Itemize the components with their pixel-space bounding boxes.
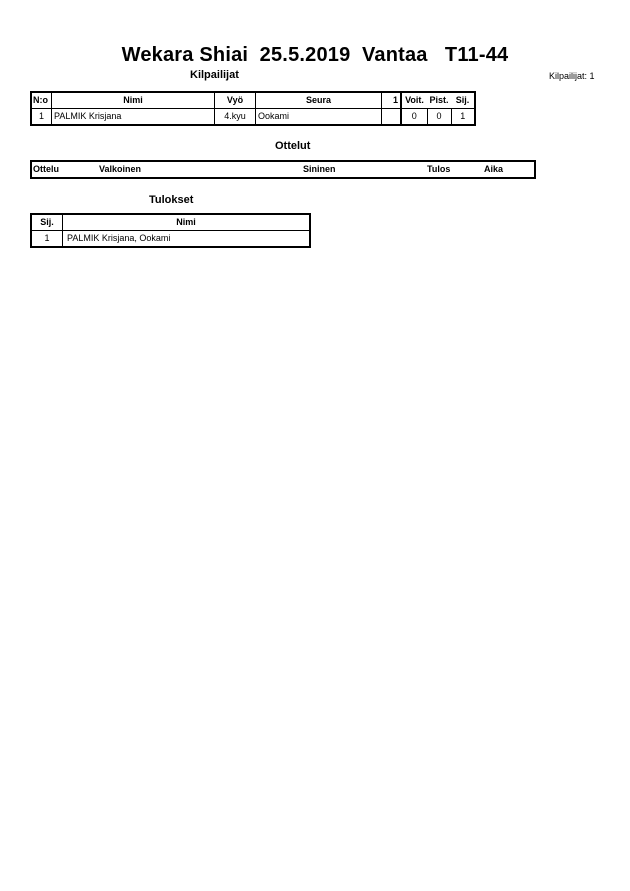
matches-table (30, 160, 536, 179)
competitor-count: Kilpailijat: 1 (549, 71, 595, 81)
col-name: Nimi (52, 92, 215, 109)
results-heading: Tulokset (149, 194, 194, 206)
col-points: Pist. (427, 92, 451, 109)
results-header-row (31, 214, 310, 231)
cell-place: 1 (460, 111, 466, 121)
col-round: 1 (382, 92, 402, 109)
col-wins: Voit. (401, 92, 427, 109)
matches-heading: Ottelut (275, 140, 311, 152)
cell-club: Ookami (256, 109, 382, 126)
table-row (31, 109, 475, 126)
col-time: Aika (484, 164, 504, 174)
competitors-header-row (31, 92, 475, 109)
cell-belt: 4.kyu (215, 109, 256, 126)
cell-name: PALMIK Krisjana, Ookami (67, 233, 171, 243)
results-table (30, 213, 311, 248)
cell-no: 1 (31, 109, 52, 126)
col-place: Sij. (451, 92, 475, 109)
col-belt: Vyö (215, 92, 256, 109)
competitors-table (30, 91, 476, 126)
cell-round (382, 109, 402, 126)
competitors-heading: Kilpailijat (190, 69, 239, 81)
col-result: Tulos (427, 164, 451, 174)
col-place: Sij. (31, 214, 63, 231)
page-title: Wekara Shiai 25.5.2019 Vantaa T11-44 (121, 44, 509, 66)
cell-points: 0 (427, 109, 451, 126)
col-name: Nimi (63, 214, 311, 231)
col-match: Ottelu (33, 164, 59, 174)
cell-wins: 0 (401, 109, 427, 126)
cell-place: 1 (31, 231, 63, 248)
col-white: Valkoinen (99, 164, 142, 174)
col-blue: Sininen (303, 164, 336, 174)
col-no: N:o (31, 92, 52, 109)
cell-name: PALMIK Krisjana (52, 109, 215, 126)
table-row (31, 231, 310, 248)
col-club: Seura (256, 92, 382, 109)
matches-header-row (31, 161, 535, 178)
